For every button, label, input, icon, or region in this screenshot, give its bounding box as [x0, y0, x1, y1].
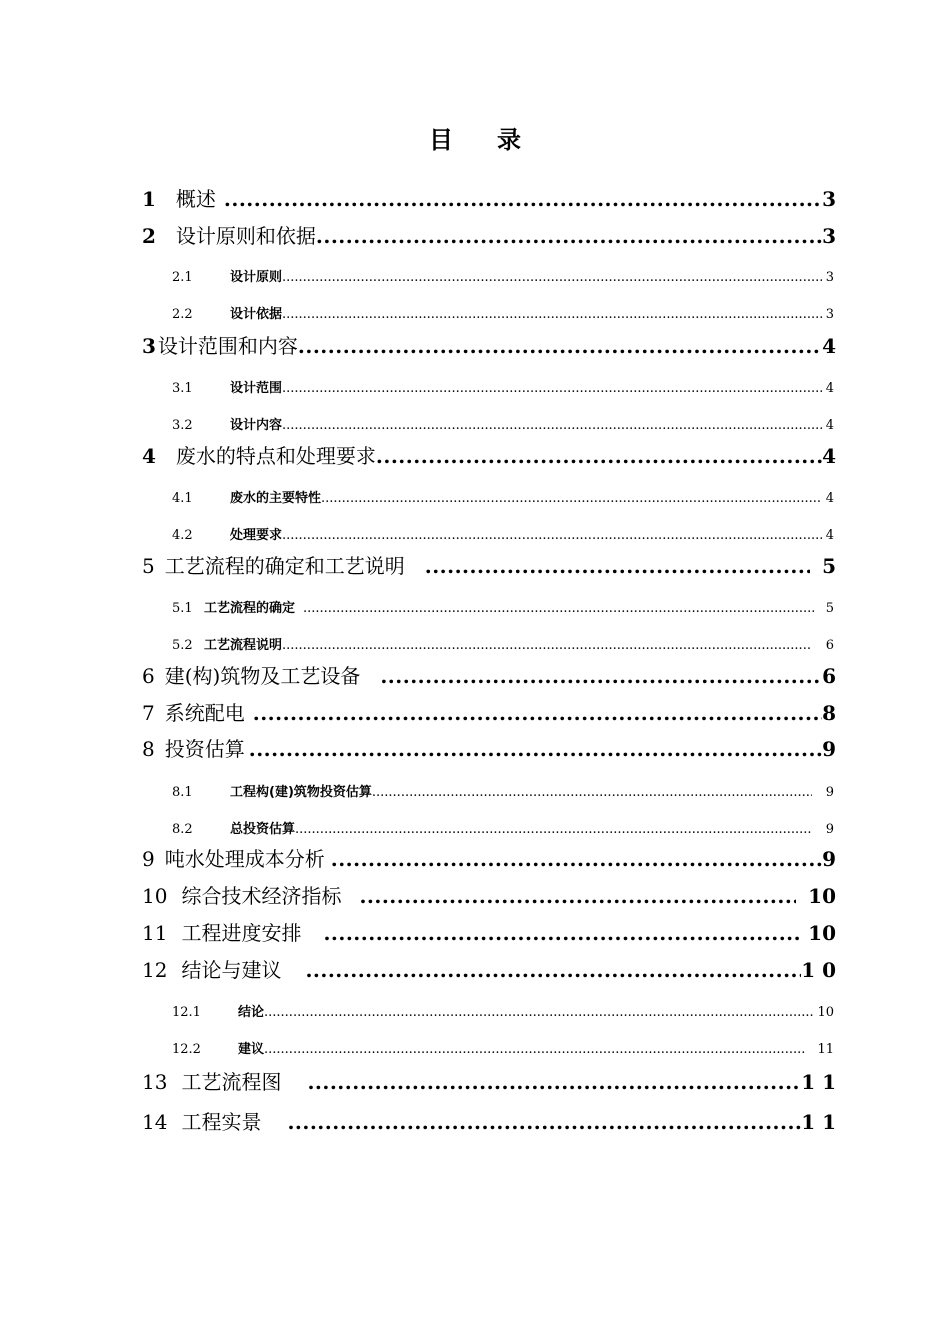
toc-entry-page: 3 — [822, 224, 836, 248]
toc-entry-page: 3 — [825, 307, 834, 322]
toc-dot-leader — [282, 270, 822, 285]
toc-entry-3[interactable] — [142, 330, 836, 360]
toc-entry-label: 设计范围和内容 — [157, 334, 298, 358]
toc-entry-number: 1 — [142, 187, 156, 211]
toc-entry-label: 设计范围 — [230, 381, 283, 396]
toc-entry-number: 12.1 — [172, 1005, 201, 1020]
toc-entry-page: 3 — [825, 270, 834, 285]
toc-entry-8-1[interactable] — [172, 781, 834, 803]
toc-entry-label: 结论与建议 — [181, 958, 282, 982]
toc-entry-label: 设计内容 — [230, 418, 283, 433]
toc-title — [0, 120, 950, 155]
toc-entry-page: 5 — [825, 601, 834, 616]
toc-entry-number: 14 — [142, 1110, 168, 1134]
toc-dot-leader — [380, 664, 822, 688]
toc-entry-3-2[interactable] — [172, 414, 834, 436]
toc-entry-number: 7 — [142, 701, 155, 725]
toc-entry-label: 工程进度安排 — [181, 921, 302, 945]
toc-entry-label: 工程构(建)筑物投资估算 — [230, 785, 372, 800]
toc-entry-1[interactable] — [142, 183, 836, 213]
toc-entry-7[interactable] — [142, 697, 836, 727]
toc-entry-page: 6 — [825, 638, 834, 653]
toc-entry-label: 建议 — [238, 1042, 265, 1057]
toc-dot-leader — [282, 528, 822, 543]
toc-entry-5[interactable] — [142, 550, 836, 580]
toc-entry-label: 概述 — [175, 187, 216, 211]
toc-entry-6[interactable] — [142, 660, 836, 690]
toc-dot-leader — [287, 1110, 801, 1134]
toc-entry-13[interactable] — [142, 1066, 836, 1096]
toc-entry-page: 4 — [825, 491, 834, 506]
toc-dot-leader — [376, 444, 822, 468]
toc-entry-label: 系统配电 — [164, 701, 245, 725]
toc-entry-number: 8.2 — [172, 822, 193, 837]
toc-dot-leader — [295, 822, 812, 837]
toc-entry-label: 总投资估算 — [230, 822, 296, 837]
toc-entry-label: 综合技术经济指标 — [181, 884, 342, 908]
toc-title-char-1: 目 — [429, 126, 453, 154]
toc-entry-page: 4 — [822, 444, 836, 468]
toc-entry-number: 11 — [142, 921, 168, 945]
toc-entry-page: 10 — [808, 884, 836, 908]
toc-dot-leader — [323, 921, 800, 945]
toc-dot-leader — [372, 785, 812, 800]
toc-entry-number: 3.2 — [172, 418, 193, 433]
toc-entry-number: 6 — [142, 664, 155, 688]
toc-entry-page: 9 — [822, 737, 836, 761]
toc-entry-number: 8.1 — [172, 785, 193, 800]
toc-entry-number: 5 — [142, 554, 155, 578]
toc-entry-label: 设计原则 — [230, 270, 283, 285]
toc-entry-2-2[interactable] — [172, 303, 834, 325]
toc-title-char-2: 录 — [497, 126, 521, 154]
toc-entry-2[interactable] — [142, 220, 836, 250]
toc-dot-leader — [249, 737, 822, 761]
toc-entry-number: 2.1 — [172, 270, 193, 285]
toc-entry-label: 工艺流程的确定和工艺说明 — [164, 554, 405, 578]
toc-entry-12-2[interactable] — [172, 1038, 834, 1060]
toc-entry-page: 11 — [817, 1042, 834, 1057]
toc-entry-number: 4.1 — [172, 491, 193, 506]
toc-entry-page: 8 — [822, 701, 836, 725]
toc-entry-label: 设计原则和依据 — [175, 224, 316, 248]
toc-entry-label: 建(构)筑物及工艺设备 — [164, 664, 361, 688]
toc-entry-page: 4 — [825, 381, 834, 396]
toc-entry-number: 4 — [142, 444, 156, 468]
toc-entry-number: 9 — [142, 847, 155, 871]
toc-entry-page: 9 — [825, 785, 834, 800]
toc-entry-page: 1 1 — [801, 1070, 836, 1094]
toc-entry-5-2[interactable] — [172, 634, 834, 656]
toc-dot-leader — [298, 334, 822, 358]
toc-dot-leader — [282, 307, 822, 322]
toc-entry-page: 4 — [825, 528, 834, 543]
toc-entry-4-2[interactable] — [172, 524, 834, 546]
toc-entry-label: 工艺流程图 — [181, 1070, 282, 1094]
toc-entry-label: 吨水处理成本分析 — [164, 847, 325, 871]
toc-entry-12[interactable] — [142, 954, 836, 984]
toc-dot-leader — [264, 1005, 813, 1020]
toc-entry-number: 3 — [142, 334, 156, 358]
toc-dot-leader — [307, 1070, 801, 1094]
toc-entry-number: 2.2 — [172, 307, 193, 322]
toc-entry-page: 1 0 — [801, 958, 836, 982]
toc-entry-8-2[interactable] — [172, 818, 834, 840]
toc-entry-page: 10 — [808, 921, 836, 945]
toc-dot-leader — [316, 224, 822, 248]
toc-entry-label: 结论 — [238, 1005, 265, 1020]
toc-dot-leader — [359, 884, 796, 908]
toc-entry-number: 5.2 — [172, 638, 193, 653]
toc-dot-leader — [282, 418, 822, 433]
toc-entry-number: 4.2 — [172, 528, 193, 543]
toc-entry-number: 10 — [142, 884, 168, 908]
toc-entry-label: 设计依据 — [230, 307, 283, 322]
toc-entry-label: 投资估算 — [164, 737, 245, 761]
toc-dot-leader — [331, 847, 822, 871]
toc-dot-leader — [321, 491, 822, 506]
toc-entry-8[interactable] — [142, 733, 836, 763]
toc-dot-leader — [224, 187, 822, 211]
toc-entry-page: 4 — [822, 334, 836, 358]
toc-entry-number: 12 — [142, 958, 168, 982]
toc-entry-11[interactable] — [142, 917, 836, 947]
toc-dot-leader — [253, 701, 822, 725]
toc-dot-leader — [264, 1042, 805, 1057]
toc-entry-label: 废水的特点和处理要求 — [175, 444, 376, 468]
toc-entry-9[interactable] — [142, 843, 836, 873]
toc-dot-leader — [282, 381, 822, 396]
toc-entry-page: 1 1 — [801, 1110, 836, 1134]
toc-entry-label: 工程实景 — [181, 1110, 262, 1134]
toc-entry-number: 12.2 — [172, 1042, 201, 1057]
toc-entry-4-1[interactable] — [172, 487, 834, 509]
toc-entry-number: 5.1 — [172, 601, 193, 616]
toc-entry-12-1[interactable] — [172, 1001, 834, 1023]
toc-entry-number: 2 — [142, 224, 156, 248]
toc-entry-page: 6 — [822, 664, 836, 688]
toc-dot-leader — [303, 601, 814, 616]
toc-entry-label: 工艺流程说明 — [204, 638, 283, 653]
toc-entry-label: 废水的主要特性 — [230, 491, 322, 506]
toc-entry-14[interactable] — [142, 1106, 836, 1136]
toc-entry-number: 13 — [142, 1070, 168, 1094]
toc-dot-leader — [282, 638, 810, 653]
toc-entry-page: 9 — [822, 847, 836, 871]
toc-entry-label: 工艺流程的确定 — [204, 601, 296, 616]
toc-entry-4[interactable] — [142, 440, 836, 470]
toc-dot-leader — [305, 958, 801, 982]
toc-entry-3-1[interactable] — [172, 377, 834, 399]
toc-entry-page: 3 — [822, 187, 836, 211]
toc-entry-10[interactable] — [142, 880, 836, 910]
toc-entry-page: 9 — [825, 822, 834, 837]
toc-dot-leader — [425, 554, 810, 578]
toc-entry-number: 3.1 — [172, 381, 193, 396]
toc-entry-page: 4 — [825, 418, 834, 433]
toc-entry-5-1[interactable] — [172, 597, 834, 619]
toc-entry-page: 10 — [817, 1005, 834, 1020]
toc-entry-label: 处理要求 — [230, 528, 283, 543]
toc-entry-2-1[interactable] — [172, 266, 834, 288]
toc-entry-number: 8 — [142, 737, 155, 761]
toc-entry-page: 5 — [822, 554, 836, 578]
